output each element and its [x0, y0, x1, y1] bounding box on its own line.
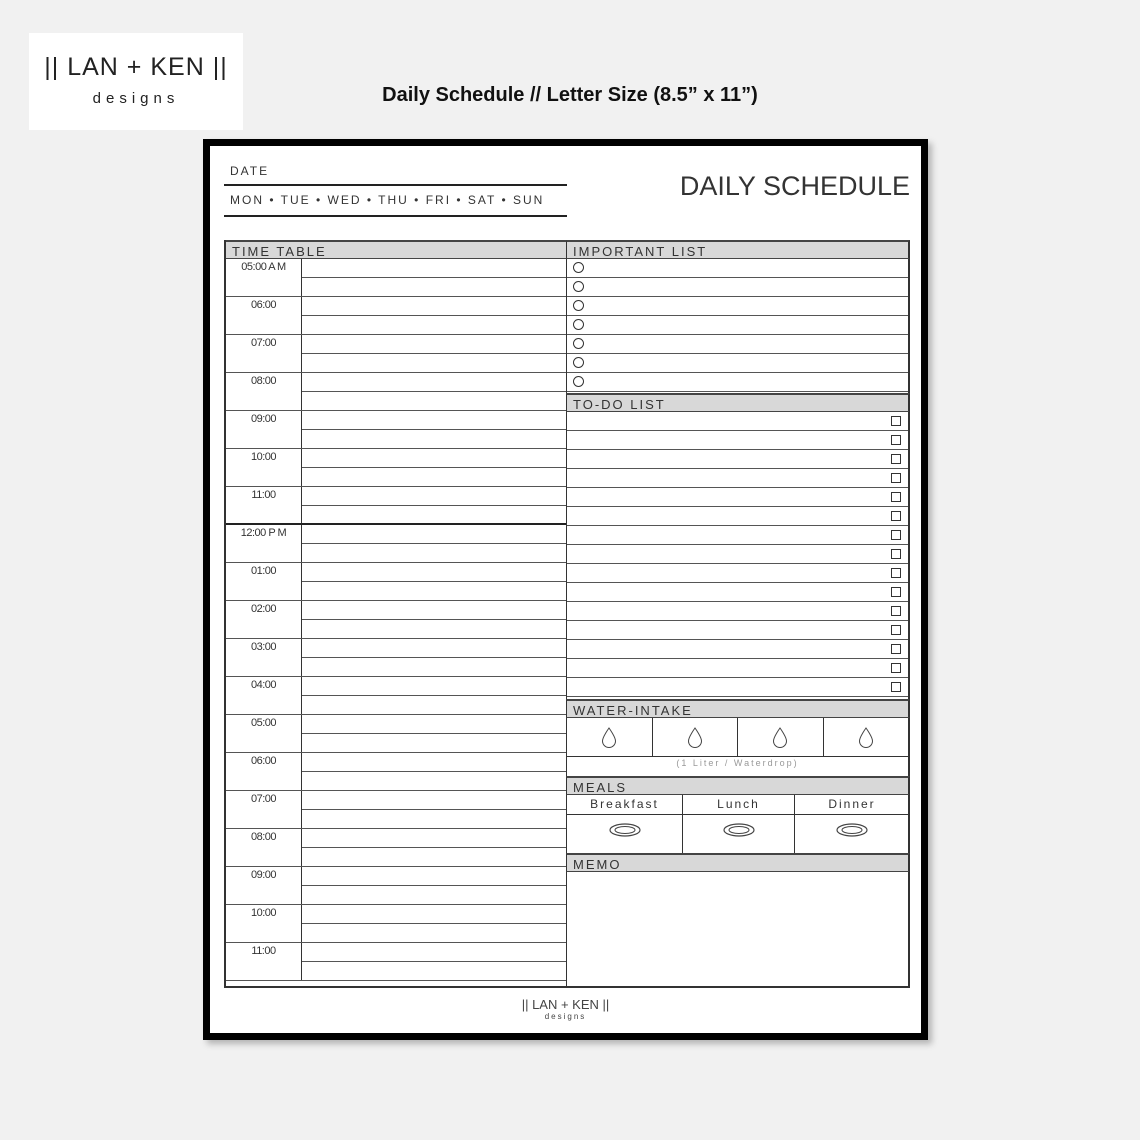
date-label: DATE — [230, 164, 270, 178]
time-slot-label — [226, 848, 302, 867]
time-slot-row[interactable] — [226, 658, 567, 677]
time-slot-label: 02:00 — [226, 601, 302, 620]
time-slot-row[interactable] — [226, 696, 567, 715]
time-slot-label — [226, 924, 302, 943]
brand-logo — [29, 33, 243, 130]
checkbox-icon[interactable] — [891, 416, 901, 426]
time-slot-row[interactable] — [226, 525, 567, 544]
memo-header: MEMO — [566, 853, 910, 872]
time-slot-row[interactable] — [226, 677, 567, 696]
weekday-underline — [224, 215, 567, 217]
todo-item[interactable] — [567, 488, 908, 507]
footer-brand — [210, 997, 921, 1021]
time-slot-row[interactable] — [226, 753, 567, 772]
time-slot-row[interactable] — [226, 601, 567, 620]
time-slot-row[interactable] — [226, 943, 567, 962]
checkbox-icon[interactable] — [891, 625, 901, 635]
water-drop-icon — [858, 727, 874, 749]
time-slot-label — [226, 620, 302, 639]
time-slot-row[interactable] — [226, 506, 567, 525]
time-slot-label: 04:00 — [226, 677, 302, 696]
time-slot-label: 05:00 — [226, 715, 302, 734]
time-slot-label — [226, 582, 302, 601]
circle-bullet-icon[interactable] — [573, 281, 584, 292]
time-slot-label: 10:00 — [226, 449, 302, 468]
water-intake-header: WATER-INTAKE — [566, 699, 910, 718]
todo-item[interactable] — [567, 450, 908, 469]
checkbox-icon[interactable] — [891, 492, 901, 502]
plate-icon — [723, 823, 755, 837]
todo-list — [566, 412, 910, 700]
checkbox-icon[interactable] — [891, 568, 901, 578]
time-slot-row[interactable] — [226, 639, 567, 658]
time-slot-row[interactable] — [226, 316, 567, 335]
important-item[interactable] — [567, 278, 908, 297]
water-drop-cell[interactable] — [653, 718, 739, 757]
time-slot-row[interactable] — [226, 905, 567, 924]
checkbox-icon[interactable] — [891, 435, 901, 445]
time-slot-label — [226, 430, 302, 449]
time-slot-row[interactable] — [226, 544, 567, 563]
time-slot-label — [226, 772, 302, 791]
time-slot-row[interactable] — [226, 734, 567, 753]
time-slot-label: 09:00 — [226, 411, 302, 430]
time-slot-label: 11:00 — [226, 487, 302, 506]
meals-header: MEALS — [566, 776, 910, 795]
checkbox-icon[interactable] — [891, 663, 901, 673]
important-list-header: IMPORTANT LIST — [566, 240, 910, 259]
brand-logo-name: || LAN + KEN || — [44, 53, 228, 81]
circle-bullet-icon[interactable] — [573, 262, 584, 273]
checkbox-icon[interactable] — [891, 644, 901, 654]
time-table-header: TIME TABLE — [224, 240, 567, 259]
time-slot-label: 06:00 — [226, 297, 302, 316]
important-item[interactable] — [567, 259, 908, 278]
page-title: Daily Schedule // Letter Size (8.5” x 11”) — [382, 84, 758, 106]
water-drop-icon — [772, 727, 788, 749]
time-slot-label — [226, 354, 302, 373]
important-item[interactable] — [567, 354, 908, 373]
circle-bullet-icon[interactable] — [573, 319, 584, 330]
time-slot-label: 05:00 A M — [226, 259, 302, 278]
important-item[interactable] — [567, 335, 908, 354]
checkbox-icon[interactable] — [891, 473, 901, 483]
water-drop-icon — [601, 727, 617, 749]
time-slot-label — [226, 962, 302, 981]
circle-bullet-icon[interactable] — [573, 300, 584, 311]
checkbox-icon[interactable] — [891, 587, 901, 597]
time-slot-row[interactable] — [226, 449, 567, 468]
time-slot-row[interactable] — [226, 810, 567, 829]
checkbox-icon[interactable] — [891, 606, 901, 616]
todo-item[interactable] — [567, 469, 908, 488]
meal-dinner[interactable] — [795, 795, 909, 853]
time-slot-label: 10:00 — [226, 905, 302, 924]
water-drop-cell[interactable] — [738, 718, 824, 757]
time-slot-label: 09:00 — [226, 867, 302, 886]
weekday-row: MON • TUE • WED • THU • FRI • SAT • SUN — [230, 193, 545, 207]
time-slot-row[interactable] — [226, 715, 567, 734]
meal-label: Breakfast — [567, 795, 682, 815]
water-intake — [566, 718, 910, 776]
time-slot-label: 11:00 — [226, 943, 302, 962]
time-slot-row[interactable] — [226, 582, 567, 601]
time-table — [224, 240, 567, 988]
todo-item[interactable] — [567, 602, 908, 621]
time-slot-label: 08:00 — [226, 373, 302, 392]
time-slot-label: 08:00 — [226, 829, 302, 848]
time-slot-label: 07:00 — [226, 335, 302, 354]
time-slot-row[interactable] — [226, 563, 567, 582]
time-slot-label — [226, 886, 302, 905]
time-slot-row[interactable] — [226, 829, 567, 848]
water-drop-icon — [687, 727, 703, 749]
meals — [566, 795, 910, 853]
planner-sheet — [203, 139, 928, 1040]
time-slot-row[interactable] — [226, 962, 567, 981]
time-slot-label — [226, 734, 302, 753]
water-intake-note: (1 Liter / Waterdrop) — [676, 758, 799, 768]
time-slot-label — [226, 544, 302, 563]
time-slot-label: 07:00 — [226, 791, 302, 810]
todo-item[interactable] — [567, 678, 908, 697]
time-slot-row[interactable] — [226, 867, 567, 886]
checkbox-icon[interactable] — [891, 530, 901, 540]
time-slot-label: 12:00 P M — [226, 525, 302, 544]
todo-item[interactable] — [567, 659, 908, 678]
time-slot-row[interactable] — [226, 791, 567, 810]
plate-icon — [609, 823, 641, 837]
circle-bullet-icon[interactable] — [573, 376, 584, 387]
important-item[interactable] — [567, 316, 908, 335]
time-slot-label: 06:00 — [226, 753, 302, 772]
time-slot-row[interactable] — [226, 354, 567, 373]
time-slot-label — [226, 392, 302, 411]
water-drop-cell[interactable] — [824, 718, 910, 757]
todo-item[interactable] — [567, 564, 908, 583]
important-item[interactable] — [567, 297, 908, 316]
time-slot-row[interactable] — [226, 259, 567, 278]
time-slot-label — [226, 278, 302, 297]
time-slot-row[interactable] — [226, 487, 567, 506]
time-slot-row[interactable] — [226, 278, 567, 297]
date-underline — [224, 184, 567, 186]
footer-brand-tagline: designs — [544, 1012, 587, 1021]
time-slot-row[interactable] — [226, 924, 567, 943]
important-list — [566, 259, 910, 393]
checkbox-icon[interactable] — [891, 549, 901, 559]
time-slot-label: 03:00 — [226, 639, 302, 658]
time-slot-label — [226, 316, 302, 335]
todo-list-header: TO-DO LIST — [566, 393, 910, 412]
important-item[interactable] — [567, 373, 908, 392]
time-slot-row[interactable] — [226, 772, 567, 791]
time-slot-label — [226, 468, 302, 487]
plate-icon — [836, 823, 868, 837]
todo-item[interactable] — [567, 507, 908, 526]
todo-item[interactable] — [567, 545, 908, 564]
meal-lunch[interactable] — [683, 795, 795, 853]
memo-area[interactable] — [566, 872, 910, 988]
water-drop-cell[interactable] — [567, 718, 653, 757]
time-slot-row[interactable] — [226, 620, 567, 639]
time-slot-label — [226, 658, 302, 677]
time-slot-label: 01:00 — [226, 563, 302, 582]
circle-bullet-icon[interactable] — [573, 357, 584, 368]
footer-brand-name: || LAN + KEN || — [521, 997, 610, 1012]
todo-item[interactable] — [567, 640, 908, 659]
time-slot-row[interactable] — [226, 373, 567, 392]
time-slot-row[interactable] — [226, 848, 567, 867]
todo-item[interactable] — [567, 583, 908, 602]
time-slot-row[interactable] — [226, 468, 567, 487]
time-slot-row[interactable] — [226, 886, 567, 905]
todo-item[interactable] — [567, 526, 908, 545]
todo-item[interactable] — [567, 431, 908, 450]
sheet-title: DAILY SCHEDULE — [679, 171, 910, 201]
todo-item[interactable] — [567, 621, 908, 640]
time-slot-row[interactable] — [226, 392, 567, 411]
time-slot-row[interactable] — [226, 430, 567, 449]
meal-breakfast[interactable] — [567, 795, 683, 853]
meal-label: Dinner — [795, 795, 909, 815]
checkbox-icon[interactable] — [891, 454, 901, 464]
time-slot-row[interactable] — [226, 297, 567, 316]
meal-label: Lunch — [683, 795, 794, 815]
checkbox-icon[interactable] — [891, 511, 901, 521]
checkbox-icon[interactable] — [891, 682, 901, 692]
time-slot-row[interactable] — [226, 411, 567, 430]
time-slot-row[interactable] — [226, 335, 567, 354]
time-slot-label — [226, 696, 302, 715]
brand-logo-tagline: designs — [92, 90, 180, 107]
time-slot-label — [226, 810, 302, 829]
circle-bullet-icon[interactable] — [573, 338, 584, 349]
todo-item[interactable] — [567, 412, 908, 431]
